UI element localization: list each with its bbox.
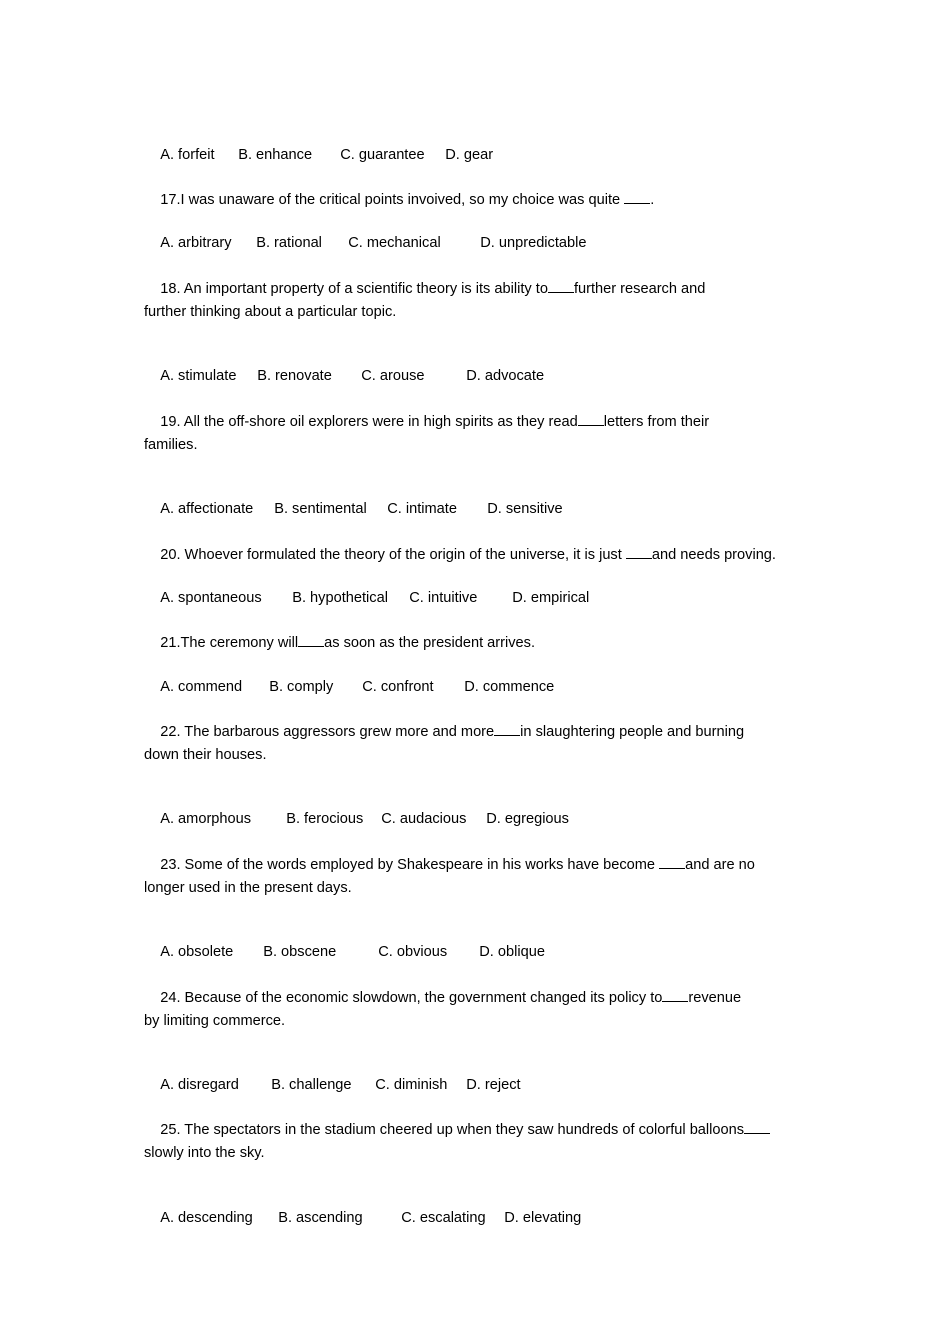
option-a: A. obsolete bbox=[160, 944, 234, 960]
option-b: B. comply bbox=[269, 679, 334, 695]
question-text-after: and needs proving. bbox=[651, 547, 776, 563]
question-text: 24. Because of the economic slowdown, the government changed its policy to bbox=[160, 990, 663, 1006]
option-d: D. advocate bbox=[466, 368, 545, 384]
option-d: D. commence bbox=[464, 679, 555, 695]
question-text-after: . bbox=[650, 192, 655, 208]
question-text-after: revenue bbox=[688, 990, 742, 1006]
option-b: B. ferocious bbox=[286, 811, 364, 827]
option-b: B. renovate bbox=[257, 368, 332, 384]
question-text: 23. Some of the words employed by Shakespeare in his works have become bbox=[160, 857, 660, 873]
question-text: 22. The barbarous aggressors grew more and more bbox=[160, 724, 495, 740]
option-c: C. diminish bbox=[375, 1077, 448, 1093]
option-b: B. obscene bbox=[263, 944, 337, 960]
option-d: D. elevating bbox=[504, 1210, 582, 1226]
option-a: A. descending bbox=[160, 1210, 253, 1226]
question-23-continued: longer used in the present days. bbox=[144, 880, 352, 896]
option-a: A. spontaneous bbox=[160, 590, 262, 606]
option-c: C. mechanical bbox=[348, 235, 441, 251]
option-a: A. affectionate bbox=[160, 501, 254, 517]
option-c: C. escalating bbox=[401, 1210, 486, 1226]
answer-options-25 bbox=[144, 1188, 581, 1248]
option-c: C. intuitive bbox=[409, 590, 478, 606]
question-text-after: further research and bbox=[573, 281, 706, 297]
question-text-after: as soon as the president arrives. bbox=[324, 635, 536, 651]
question-text-after: letters from their bbox=[603, 414, 710, 430]
answer-blank bbox=[662, 987, 688, 1002]
option-d: D. unpredictable bbox=[480, 235, 587, 251]
option-a: A. disregard bbox=[160, 1077, 239, 1093]
question-text-after: and are no bbox=[685, 857, 755, 873]
answer-blank bbox=[548, 278, 574, 293]
option-b: B. enhance bbox=[238, 147, 313, 163]
question-text: 19. All the off-shore oil explorers were in high spirits as they read bbox=[160, 414, 578, 430]
option-b: B. hypothetical bbox=[292, 590, 388, 606]
answer-blank bbox=[659, 854, 685, 869]
option-a: A. arbitrary bbox=[160, 235, 232, 251]
option-c: C. arouse bbox=[361, 368, 425, 384]
option-b: B. challenge bbox=[271, 1077, 352, 1093]
option-d: D. oblique bbox=[479, 944, 545, 960]
option-c: C. intimate bbox=[387, 501, 457, 517]
option-a: A. commend bbox=[160, 679, 243, 695]
question-text: 21.The ceremony will bbox=[160, 635, 299, 651]
question-18-continued: further thinking about a particular topic. bbox=[144, 304, 397, 320]
question-text-after: in slaughtering people and burning bbox=[520, 724, 745, 740]
option-d: D. gear bbox=[445, 147, 494, 163]
question-text: 18. An important property of a scientific theory is its ability to bbox=[160, 281, 548, 297]
option-b: B. ascending bbox=[278, 1210, 363, 1226]
option-b: B. sentimental bbox=[274, 501, 367, 517]
option-d: D. reject bbox=[466, 1077, 521, 1093]
option-b: B. rational bbox=[256, 235, 322, 251]
option-c: C. audacious bbox=[381, 811, 467, 827]
question-22-continued: down their houses. bbox=[144, 747, 267, 763]
option-d: D. sensitive bbox=[487, 501, 563, 517]
option-a: A. forfeit bbox=[160, 147, 215, 163]
question-25-continued: slowly into the sky. bbox=[144, 1145, 265, 1161]
option-a: A. stimulate bbox=[160, 368, 237, 384]
question-19-continued: families. bbox=[144, 437, 198, 453]
answer-blank bbox=[626, 544, 652, 559]
answer-blank bbox=[624, 189, 650, 204]
question-24-continued: by limiting commerce. bbox=[144, 1013, 286, 1029]
question-19 bbox=[144, 391, 709, 452]
question-text: 25. The spectators in the stadium cheered up when they saw hundreds of colorful balloons bbox=[160, 1122, 745, 1138]
option-d: D. empirical bbox=[512, 590, 590, 606]
option-a: A. amorphous bbox=[160, 811, 252, 827]
option-c: C. obvious bbox=[378, 944, 448, 960]
option-d: D. egregious bbox=[486, 811, 569, 827]
option-c: C. guarantee bbox=[340, 147, 425, 163]
answer-blank bbox=[578, 411, 604, 426]
question-text: 20. Whoever formulated the theory of the origin of the universe, it is just bbox=[160, 547, 626, 563]
answer-blank bbox=[494, 721, 520, 736]
option-c: C. confront bbox=[362, 679, 434, 695]
question-text: 17.I was unaware of the critical points invoived, so my choice was quite bbox=[160, 192, 625, 208]
answer-blank bbox=[744, 1119, 770, 1134]
answer-blank bbox=[298, 632, 324, 647]
